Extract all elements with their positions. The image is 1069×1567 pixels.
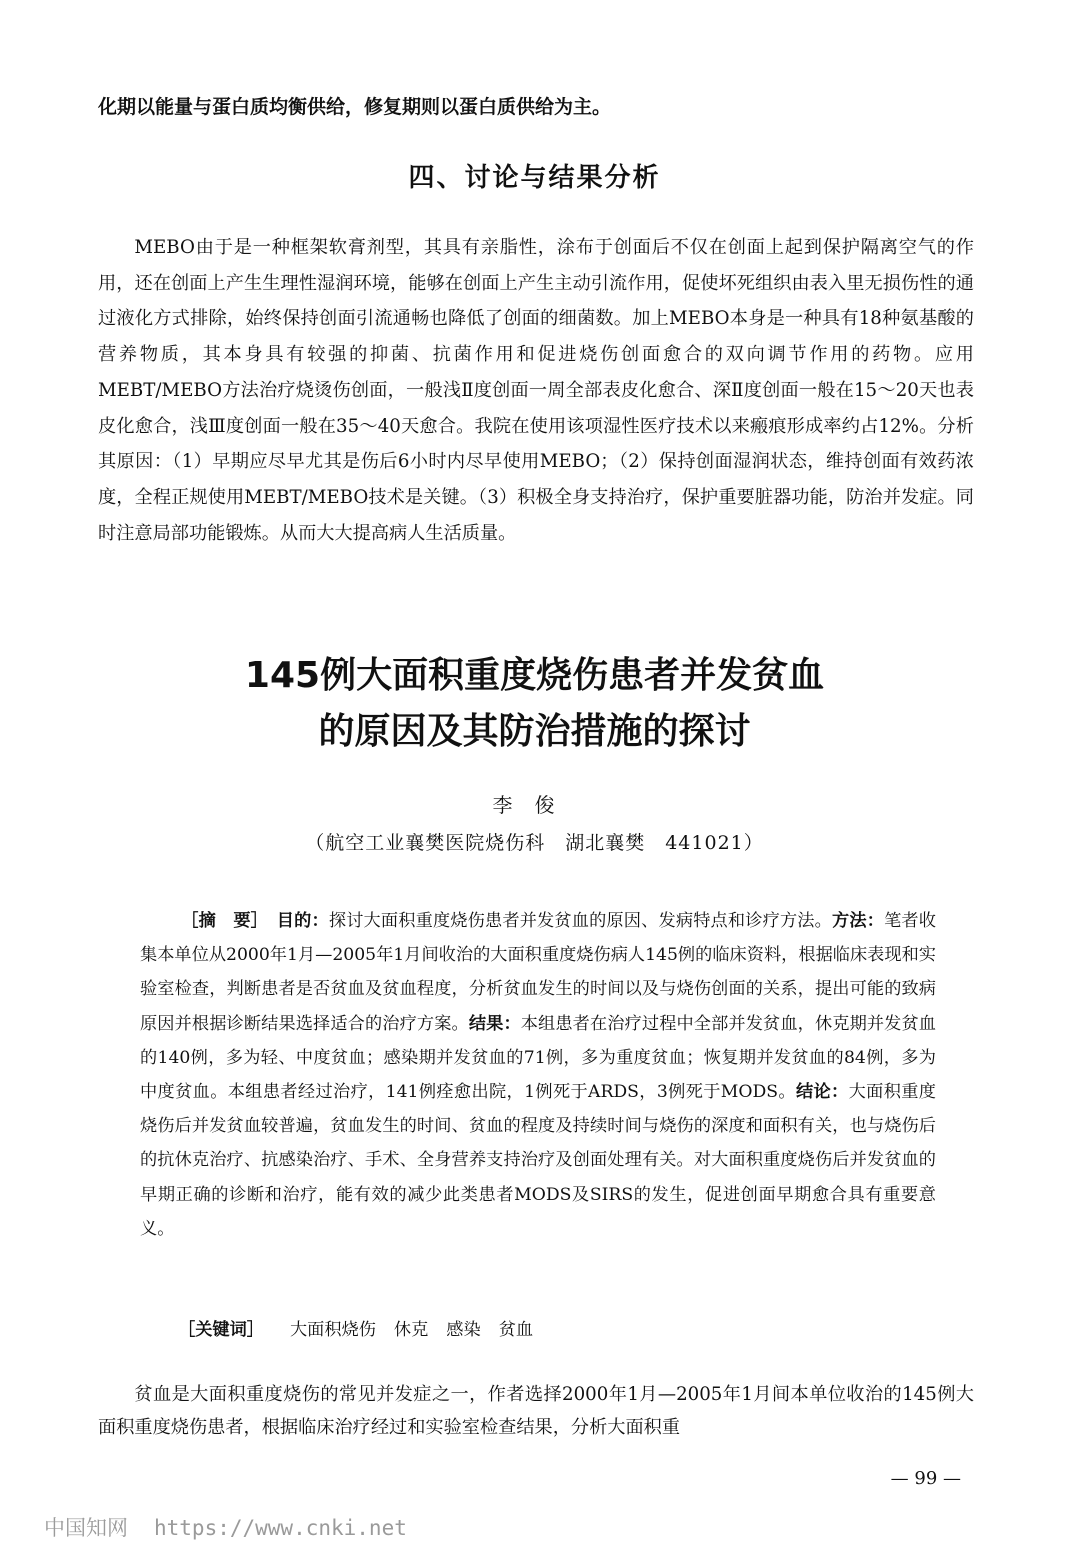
conclusion-label: 结论：: [795, 1082, 849, 1103]
keyword: 感染: [446, 1320, 481, 1340]
discussion-paragraph: MEBO由于是一种框架软膏剂型，其具有亲脂性，涂布于创面后不仅在创面上起到保护隔离空气的作用，还在创面上产生生理性湿润环境，能够在创面上产生主动引流作用，促使坏死组织由表入里无损伤性的通过液化方式排除，始终保持创面引流通畅也降低了创面的细菌数。加上MEBO本身是一种具有18种氨基酸的营养物质，其本身具有较强的抑菌、抗菌作用和促进烧伤创面愈合的双向调节作用的药物。应用MEBT/MEBO方法治疗烧烫伤创面，一般浅Ⅱ度创面一周全部表皮化愈合、深Ⅱ度创面一般在15～20天也表皮化愈合，浅Ⅲ度创面一般在35～40天愈合。我院在使用该项湿性医疗技术以来瘢痕形成率约占12%。分析其原因：（1）早期应尽早尤其是伤后6小时内尽早使用MEBO；（2）保持创面湿润状态，维持创面有效药浓度，全程正规使用MEBT/MEBO技术是关键。（3）积极全身支持治疗，保护重要脏器功能，防治并发症。同时注意局部功能锻炼。从而大大提高病人生活质量。: [98, 237, 974, 544]
keywords-label: ［关键词］: [178, 1320, 264, 1340]
article-title-line-1: 145例大面积重度烧伤患者并发贫血: [244, 655, 825, 696]
section-heading: 四、讨论与结果分析: [408, 163, 661, 193]
page-number: — 99 —: [890, 1468, 961, 1489]
keywords-line: [178, 1314, 938, 1346]
abstract-block: [140, 904, 936, 1246]
conclusion-text: 大面积重度烧伤后并发贫血较普遍，贫血发生的时间、贫血的程度及持续时间与烧伤的深度和面积有关，也与烧伤后的抗休克治疗、抗感染治疗、手术、全身营养支持治疗及创面处理有关。对大面积重度烧伤后并发贫血的早期正确的诊断和治疗，能有效的减少此类患者MODS及SIRS的发生，促进创面早期愈合具有重要意义。: [140, 1082, 936, 1239]
objective-text: 探讨大面积重度烧伤患者并发贫血的原因、发病特点和诊疗方法。: [328, 911, 833, 931]
abstract-label: ［摘 要］: [181, 911, 260, 931]
methods-text: 笔者收集本单位从2000年1月—2005年1月间收治的大面积重度烧伤病人145例的临床资料，根据临床表现和实验室检查，判断患者是否贫血及贫血程度，分析贫血发生的时间以及与烧伤创面的关系，提出可能的致病原因并根据诊断结果选择适合的治疗方案。: [140, 911, 936, 1034]
introduction-paragraph: 贫血是大面积重度烧伤的常见并发症之一，作者选择2000年1月—2005年1月间本单位收治的145例大面积重度烧伤患者，根据临床治疗经过和实验室检查结果，分析大面积重: [98, 1384, 974, 1438]
results-text: 本组患者在治疗过程中全部并发贫血，休克期并发贫血的140例，多为轻、中度贫血；感染期并发贫血的71例，多为重度贫血；恢复期并发贫血的84例，多为中度贫血。本组患者经过治疗，141例痊愈出院，1例死于ARDS，3例死于MODS。: [140, 1013, 936, 1103]
keyword: 贫血: [498, 1320, 534, 1340]
methods-label: 方法：: [832, 911, 885, 931]
author-affiliation: （航空工业襄樊医院烧伤科 湖北襄樊 441021）: [305, 832, 764, 854]
article-title: [0, 648, 1069, 760]
article-author: 李俊: [492, 793, 577, 817]
article-title-line-2: 的原因及其防治措施的探讨: [318, 711, 751, 752]
footer-brand: 中国知网: [44, 1516, 128, 1540]
objective-label: 目的：: [276, 911, 329, 931]
watermark-footer: [44, 1512, 407, 1542]
keyword: 大面积烧伤: [289, 1320, 376, 1340]
previous-paragraph-closing-line: 化期以能量与蛋白质均衡供给，修复期则以蛋白质供给为主。: [98, 96, 612, 118]
footer-url[interactable]: https://www.cnki.net: [154, 1516, 407, 1540]
results-label: 结果：: [468, 1013, 521, 1034]
keyword: 休克: [393, 1320, 429, 1340]
